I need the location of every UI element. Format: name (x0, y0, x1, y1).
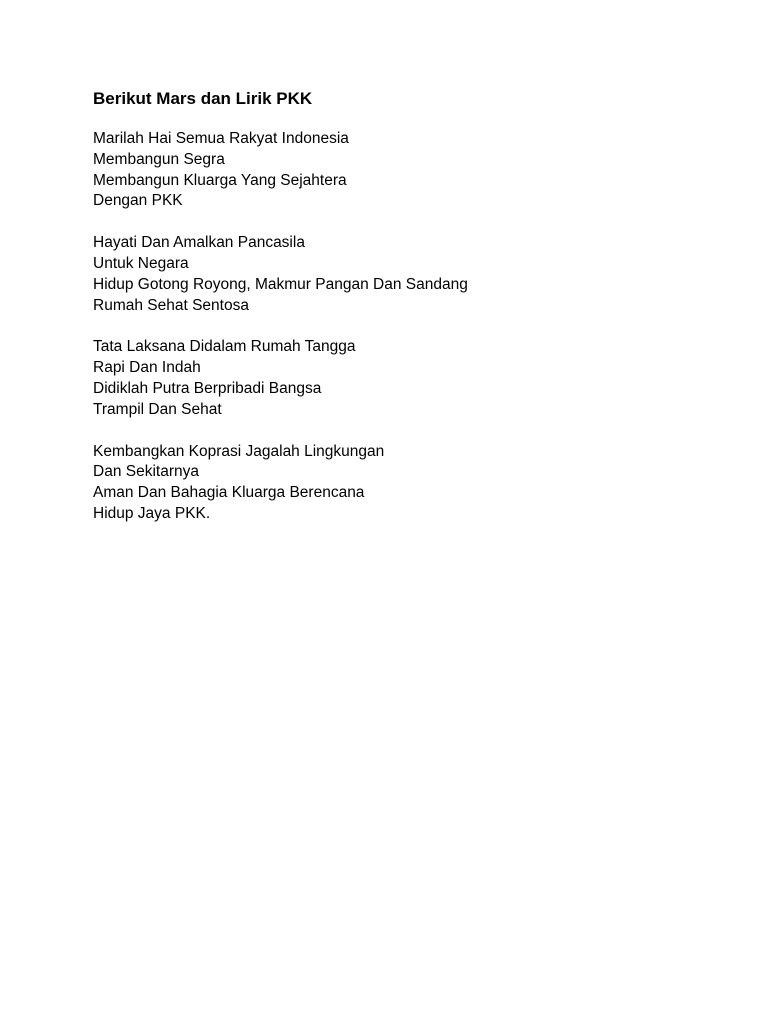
stanza-1 (93, 129, 693, 212)
lyric-line: Hayati Dan Amalkan Pancasila (93, 234, 305, 252)
stanza-2 (93, 233, 693, 316)
lyric-line: Hidup Gotong Royong, Makmur Pangan Dan Sandang (93, 275, 468, 293)
lyric-line: Trampil Dan Sehat (93, 400, 222, 418)
lyric-line: Rapi Dan Indah (93, 359, 201, 377)
document-title: Berikut Mars dan Lirik PKK (93, 89, 313, 108)
stanza-4 (93, 442, 693, 525)
lyric-line: Didiklah Putra Berpribadi Bangsa (93, 379, 322, 397)
lyric-line: Membangun Segra (93, 150, 225, 168)
lyric-line: Kembangkan Koprasi Jagalah Lingkungan (93, 442, 385, 460)
lyric-line: Marilah Hai Semua Rakyat Indonesia (93, 130, 349, 147)
document-body (93, 88, 693, 546)
stanza-3 (93, 337, 693, 420)
lyric-line: Tata Laksana Didalam Rumah Tangga (93, 338, 356, 356)
lyric-line: Dan Sekitarnya (93, 463, 199, 481)
lyric-line: Rumah Sehat Sentosa (93, 296, 249, 314)
lyric-line: Aman Dan Bahagia Kluarga Berencana (93, 484, 365, 502)
lyric-line: Dengan PKK (93, 192, 183, 210)
lyric-line: Hidup Jaya PKK. (93, 504, 211, 522)
lyric-line: Untuk Negara (93, 254, 189, 272)
lyric-line: Membangun Kluarga Yang Sejahtera (93, 171, 347, 189)
